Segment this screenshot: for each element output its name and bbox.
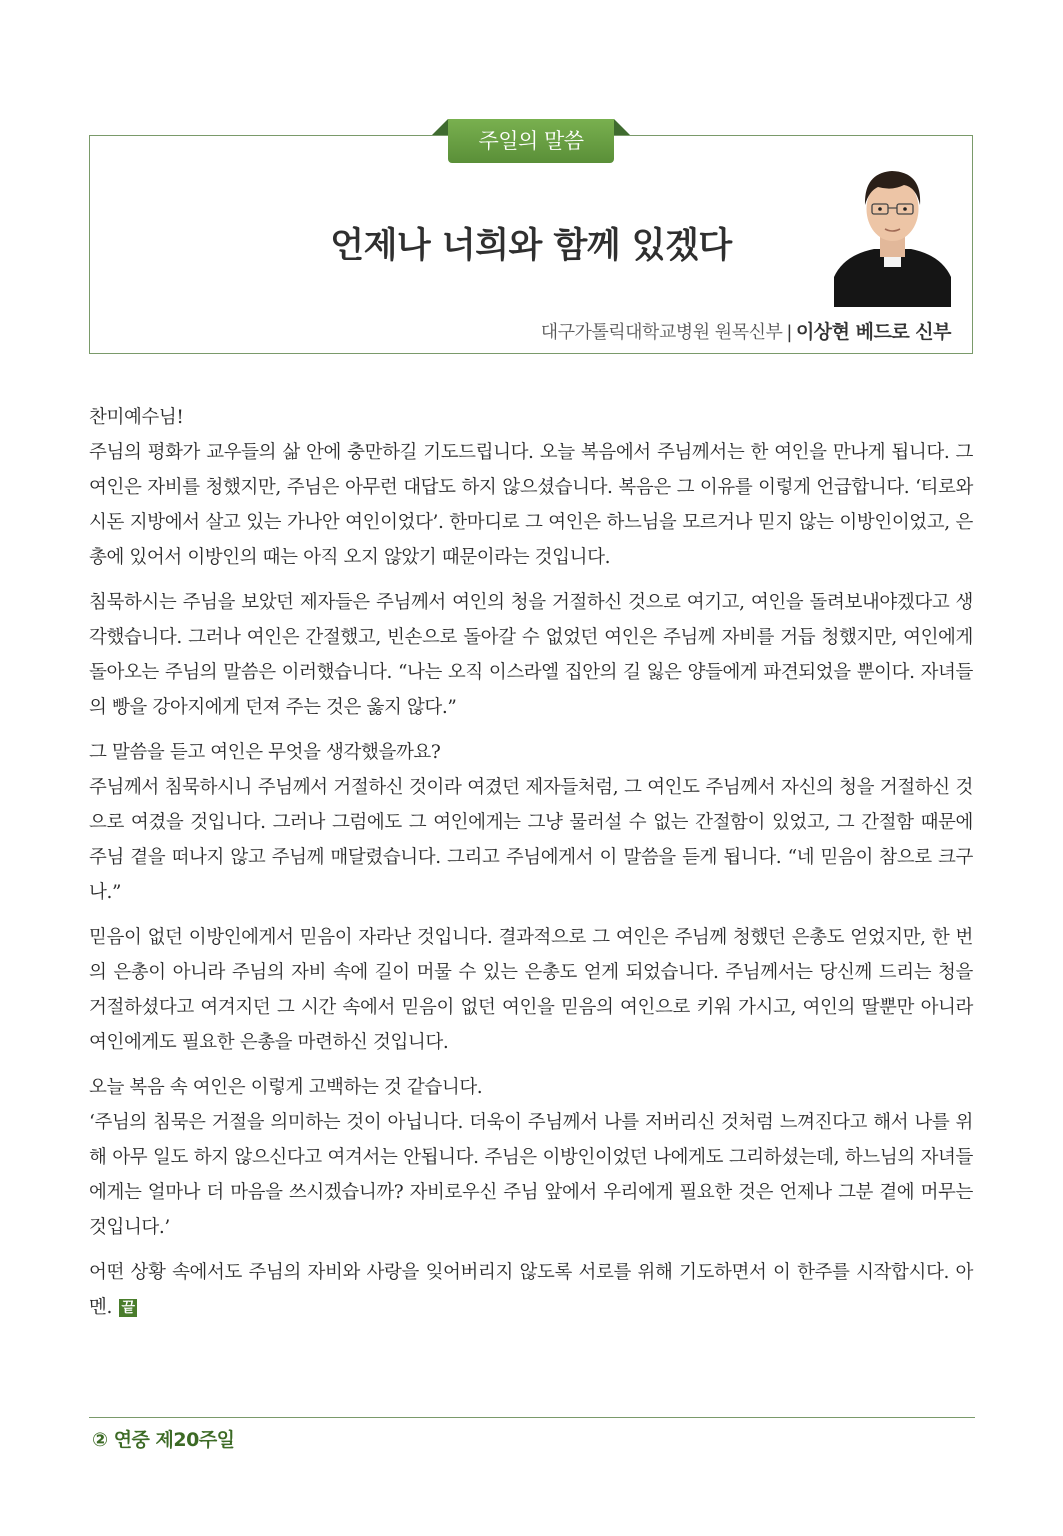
author-byline — [541, 317, 951, 344]
paragraph-5-intro: 오늘 복음 속 여인은 이렇게 고백하는 것 같습니다. — [89, 1077, 483, 1098]
paragraph-1-text: 주님의 평화가 교우들의 삶 안에 충만하길 기도드립니다. 오늘 복음에서 주님께서는 한 여인을 만나게 됩니다. 그 여인은 자비를 청했지만, 주님은 아무런 대답도 하지 않으셨습니다. 복음은 그 이유를 이렇게 언급합니다. ‘티로와 시돈 지방에서 살고 있는 가나안 여인이었다’. 한마디로 그 여인은 하느님을 모르거나 믿지 않는 이방인이었고, 은총에 있어서 이방인의 때는 아직 오지 않았기 때문이라는 것입니다. — [89, 442, 973, 568]
author-name: 이상현 베드로 신부 — [795, 321, 951, 343]
paragraph-5 — [89, 1070, 973, 1245]
paragraph-3-question: 그 말씀을 듣고 여인은 무엇을 생각했을까요? — [89, 742, 441, 763]
article-title: 언제나 너희와 함께 있겠다 — [330, 226, 732, 266]
paragraph-3-text: 주님께서 침묵하시니 주님께서 거절하신 것이라 여겼던 제자들처럼, 그 여인도 주님께서 자신의 청을 거절하신 것으로 여겼을 것입니다. 그러나 그럼에도 그 여인에게는 그냥 물러설 수 없는 간절함이 있었고, 그 간절함 때문에 주님 곁을 떠나지 않고 주님께 매달렸습니다. 그리고 주님에게서 이 말씀을 듣게 됩니다. “네 믿음이 참으로 크구나.” — [89, 777, 973, 903]
paragraph-5-text: ‘주님의 침묵은 거절을 의미하는 것이 아닙니다. 더욱이 주님께서 나를 저버리신 것처럼 느껴진다고 해서 나를 위해 아무 일도 하지 않으신다고 여겨서는 안됩니다. 주님은 이방인이었던 나에게도 그리하셨는데, 하느님의 자녀들에게는 얼마나 더 마음을 쓰시겠습니까? 자비로우신 주님 앞에서 우리에게 필요한 것은 언제나 그분 곁에 머무는 것입니다.’ — [89, 1112, 973, 1238]
author-portrait-image — [834, 157, 951, 307]
author-photo — [834, 157, 951, 307]
byline-separator: | — [786, 322, 792, 343]
paragraph-6-text: 어떤 상황 속에서도 주님의 자비와 사랑을 잊어버리지 않도록 서로를 위해 기도하면서 이 한주를 시작합시다. 아멘. — [89, 1262, 973, 1318]
paragraph-2: 침묵하시는 주님을 보았던 제자들은 주님께서 여인의 청을 거절하신 것으로 여기고, 여인을 돌려보내야겠다고 생각했습니다. 그러나 여인은 간절했고, 빈손으로 돌아갈 수 없었던 여인은 주님께 자비를 거듭 청했지만, 여인에게 돌아오는 주님의 말씀은 이러했습니다. “나는 오직 이스라엘 집안의 길 잃은 양들에게 파견되었을 뿐이다. 자녀들의 빵을 강아지에게 던져 주는 것은 옳지 않다.” — [89, 592, 973, 718]
greeting: 찬미예수님! — [89, 407, 184, 428]
tab-ear-right — [614, 119, 630, 135]
paragraph-3 — [89, 735, 973, 910]
footer-page-label: ② 연중 제20주일 — [92, 1429, 235, 1451]
article-body — [89, 400, 973, 1335]
section-tab-label: 주일의 말씀 — [448, 119, 614, 163]
paragraph-4: 믿음이 없던 이방인에게서 믿음이 자라난 것입니다. 결과적으로 그 여인은 주님께 청했던 은총도 얻었지만, 한 번의 은총이 아니라 주님의 자비 속에 길이 머물 수 있는 은총도 얻게 되었습니다. 주님께서는 당신께 드리는 청을 거절하셨다고 여겨지던 그 시간 속에서 믿음이 없던 여인을 믿음의 여인으로 키워 가시고, 여인의 딸뿐만 아니라 여인에게도 필요한 은총을 마련하신 것입니다. — [89, 927, 973, 1053]
tab-ear-left — [432, 119, 448, 135]
section-tab — [432, 119, 630, 163]
paragraph-1 — [89, 400, 973, 575]
footer-divider — [89, 1417, 975, 1418]
end-mark-icon: 끝 — [121, 1300, 135, 1316]
author-affiliation: 대구가톨릭대학교병원 원목신부 — [540, 322, 783, 343]
paragraph-6 — [89, 1255, 973, 1325]
